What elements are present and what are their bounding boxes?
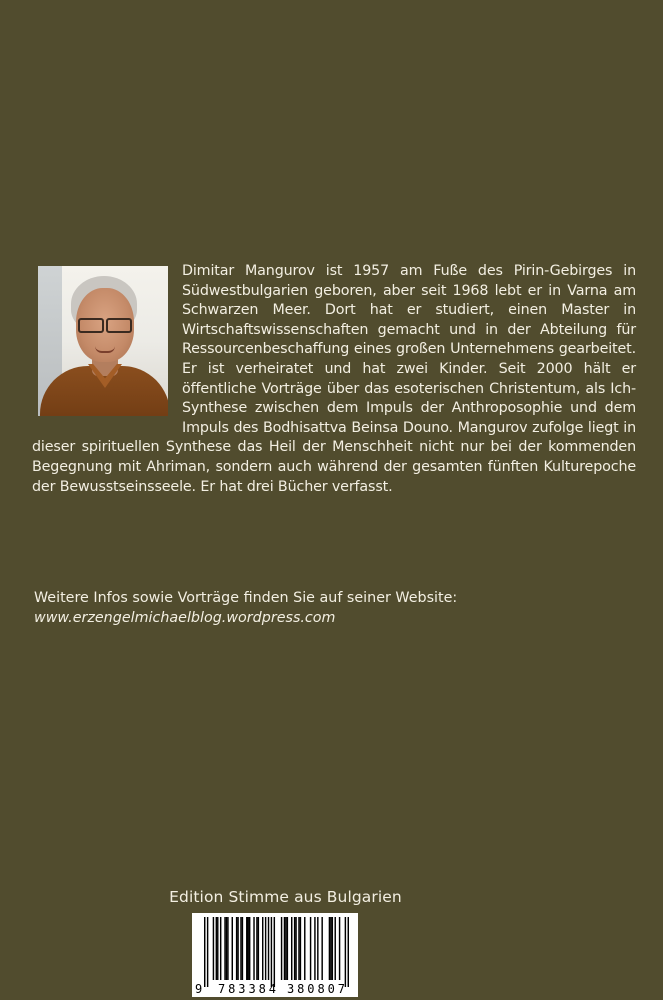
barcode-bar bbox=[314, 917, 315, 980]
barcode-bar bbox=[345, 917, 346, 987]
barcode-digit-lead: 9 bbox=[195, 982, 203, 996]
barcode-bar bbox=[256, 917, 257, 980]
barcode-bar bbox=[262, 917, 263, 980]
barcode-bar bbox=[294, 917, 295, 980]
barcode-bar bbox=[207, 917, 208, 987]
barcode-bar bbox=[332, 917, 333, 980]
barcode-bar bbox=[224, 917, 225, 980]
website-url[interactable]: www.erzengelmichaelblog.wordpress.com bbox=[34, 609, 336, 626]
barcode-bar bbox=[242, 917, 243, 980]
barcode-digits-right: 380807 bbox=[287, 982, 345, 996]
barcode-bar bbox=[240, 917, 241, 980]
barcode-bar bbox=[232, 917, 233, 980]
barcode-bar bbox=[220, 917, 221, 980]
barcode-bar bbox=[339, 917, 340, 980]
barcode-bar bbox=[227, 917, 228, 980]
barcode-bar bbox=[216, 917, 217, 980]
barcode-bar bbox=[213, 917, 214, 980]
barcode-bar bbox=[271, 917, 272, 987]
barcode-bar bbox=[329, 917, 330, 980]
barcode-bar bbox=[285, 917, 286, 980]
barcode-bar bbox=[335, 917, 336, 980]
barcode-bar bbox=[321, 917, 322, 980]
barcode-bar bbox=[248, 917, 249, 980]
website-info bbox=[34, 589, 594, 628]
barcode-bar bbox=[217, 917, 218, 980]
author-portrait bbox=[38, 266, 168, 416]
barcode-bar bbox=[298, 917, 299, 980]
barcode-bar bbox=[287, 917, 288, 980]
barcode-bar bbox=[317, 917, 318, 980]
barcode-bar bbox=[249, 917, 250, 980]
barcode-bar bbox=[274, 917, 275, 987]
barcode-bar bbox=[348, 917, 349, 987]
barcode-bar bbox=[330, 917, 331, 980]
barcode-bar bbox=[300, 917, 301, 980]
barcode-bar bbox=[265, 917, 266, 980]
author-bio-text: Dimitar Mangurov ist 1957 am Fuße des Pirin-Gebirges in Südwestbulgarien geboren, aber seit 1968 lebt er in Varna am Schwarzen Meer. Dort hat er studiert, einen Master in Wirtschaftswissenschaften gemacht und in der Abteilung für Ressourcenbeschaffung eines großen Unternehmens gearbeitet. Er ist verheiratet und hat zwei Kinder. Seit 2000 hält er öffentliche Vorträge über das esoterischen Christentum, als Ich-Synthese zwischen dem Impuls der Anthroposophie und dem Impuls des Bodhisattva Beinsa Douno. Mangurov zufolge liegt in dieser spirituellen Synthese das Heil der Menschheit nicht nur bei der kommenden Begegnung mit Ahriman, sondern auch während der gesamten fünften Kulturepoche der Bewusstseinsseele. Er hat drei Bücher verfasst. bbox=[32, 263, 636, 495]
barcode-bar bbox=[291, 917, 292, 980]
barcode-bars bbox=[204, 917, 349, 987]
barcode-bar bbox=[310, 917, 311, 980]
barcode-bar bbox=[304, 917, 305, 980]
barcode-graphic bbox=[192, 913, 358, 997]
barcode-bar bbox=[237, 917, 238, 980]
barcode-bar bbox=[284, 917, 285, 980]
barcode-bar bbox=[258, 917, 259, 980]
barcode-bar bbox=[268, 917, 269, 980]
barcode-bar bbox=[236, 917, 237, 980]
barcode-bar bbox=[281, 917, 282, 980]
author-bio bbox=[32, 262, 636, 497]
barcode-bar bbox=[253, 917, 254, 980]
edition-label: Edition Stimme aus Bulgarien bbox=[169, 888, 402, 906]
barcode-bar bbox=[295, 917, 296, 980]
barcode-bar bbox=[204, 917, 205, 987]
barcode-bar bbox=[246, 917, 247, 980]
portrait-glasses bbox=[76, 318, 134, 332]
website-info-line: Weitere Infos sowie Vorträge finden Sie auf seiner Website: bbox=[34, 590, 458, 606]
barcode-bar bbox=[226, 917, 227, 980]
barcode-digits-left: 783384 bbox=[218, 982, 276, 996]
isbn-barcode bbox=[192, 913, 358, 997]
